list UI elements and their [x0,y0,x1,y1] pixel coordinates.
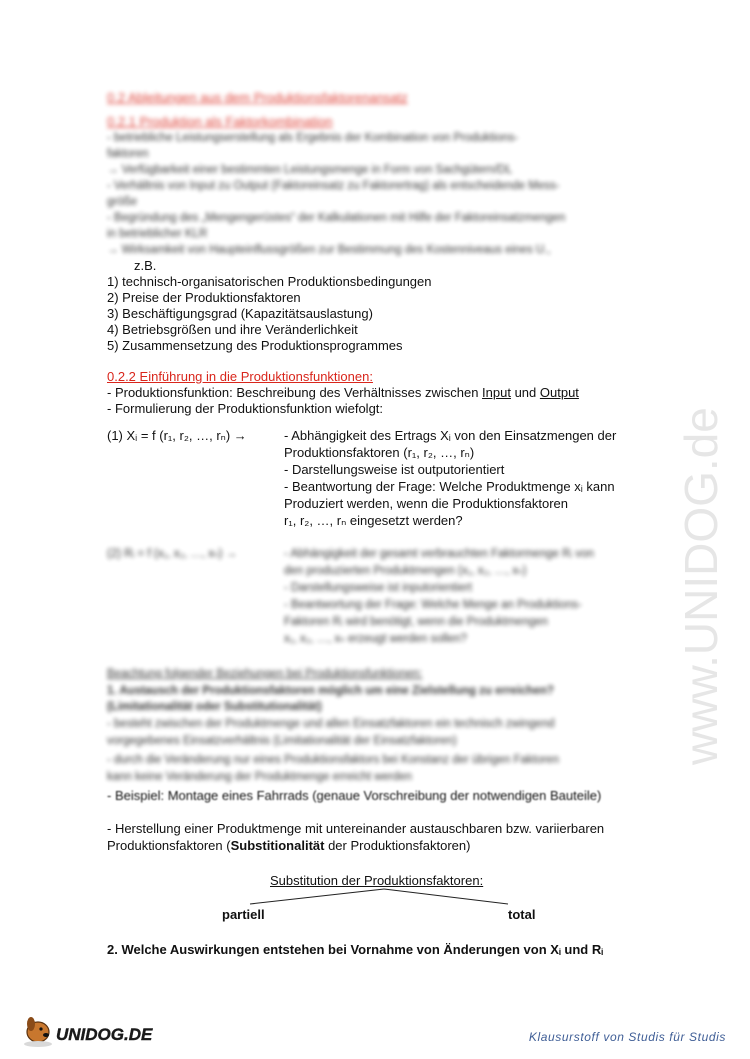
footer-tagline: Klausurstoff von Studis für Studis [528,1030,726,1044]
formula-2-desc: den produzierten Produktmengen (x₁, x₂, …, xₙ) [284,565,527,577]
formula-1-desc: Produziert werden, wenn die Produktionsfaktoren [284,496,568,511]
section-heading-021: 0.2.1 Produktion als Faktorkombination [107,114,333,129]
blurred-line: - durch die Veränderung nur eines Produktionsfaktors bei Konstanz der übrigen Faktoren [107,754,559,766]
formulation-line: - Formulierung der Produktionsfunktion wiefolgt: [107,401,384,416]
beispiel-line: - Beispiel: Montage eines Fahrrads (genaue Vorschreibung der notwendigen Bauteile) [107,788,602,803]
zb-label: z.B. [134,258,157,273]
diagram-total: total [508,907,536,922]
section-heading-022: 0.2.2 Einführung in die Produktionsfunktionen: [107,369,373,384]
numbered-item: 3) Beschäftigungsgrad (Kapazitätsauslastung) [107,306,373,321]
blurred-line: kann keine Veränderung der Produktmenge erreicht werden [107,771,412,783]
question-1: 1. Austausch der Produktionsfaktoren möglich um eine Zielstellung zu erreichen? [107,685,554,697]
numbered-item: 5) Zusammensetzung des Produktionsprogrammes [107,338,403,353]
input-word: Input [482,385,511,400]
formula-2-desc: x₁, x₂, …, xₙ erzeugt werden sollen? [284,633,467,645]
formula-2: (2) Rᵢ = f (x₁, x₂, …, xₙ) → [107,548,238,560]
watermark-text: www.UNIDOG.de [675,407,727,765]
formula-1-desc: r₁, r₂, …, rₙ eingesetzt werden? [284,513,463,528]
formula-1-desc: - Darstellungsweise ist outputorientiert [284,462,505,477]
definition-prefix: - Produktionsfunktion: Beschreibung des Verhältnisses zwischen [107,385,483,400]
blurred-line: - betriebliche Leistungserstellung als Ergebnis der Kombination von Produktions- [107,132,519,144]
output-word: Output [539,385,579,400]
relations-heading: Beachtung folgender Beziehungen bei Produktionsfunktionen: [107,668,423,680]
formula-1: (1) Xᵢ = f (r₁, r₂, …, rₙ) → [107,428,247,443]
formula-2-desc: - Darstellungsweise ist inputorientiert [284,582,472,594]
formula-1-desc: Produktionsfaktoren (r₁, r₂, …, rₙ) [284,445,475,460]
blurred-line: vorgegebenes Einsatzverhältnis (Limitationalität der Einsatzfaktoren) [107,735,457,747]
question-2: 2. Welche Auswirkungen entstehen bei Vornahme von Änderungen von Xᵢ und Rᵢ [107,942,604,957]
diagram-title: Substitution der Produktionsfaktoren: [270,873,484,888]
formula-2-desc: Faktoren Rᵢ wird benötigt, wenn die Produktmengen [284,616,548,628]
section-heading-02: 0.2 Ableitungen aus dem Produktionsfaktorenansatz [107,90,408,105]
substitution-line-1: - Herstellung einer Produktmenge mit untereinander austauschbaren bzw. variierbaren [107,821,605,836]
unidog-watermark [655,250,750,770]
blurred-line: → Verfügbarkeit einer bestimmten Leistungsmenge in Form von Sachgütern/DL [107,164,513,176]
logo-text: UNIDOG.DE [56,1025,153,1044]
blurred-line: - besteht zwischen der Produktmenge und allen Einsatzfaktoren ein technisch zwingend [107,718,555,730]
blurred-line: in betrieblicher KLR [107,228,208,240]
substitution-prefix: Produktionsfaktoren ( [107,838,231,853]
blurred-line: größe [107,196,138,208]
unidog-logo [22,1010,162,1050]
formula-1-desc: - Beantwortung der Frage: Welche Produktmenge xᵢ kann [284,479,615,494]
numbered-item: 2) Preise der Produktionsfaktoren [107,290,301,305]
blurred-line: - Verhältnis von Input zu Output (Faktoreinsatz zu Faktorertrag) als entscheidende Mess- [107,180,560,192]
diagram-partiell: partiell [222,907,265,922]
blurred-line: - Begründung des „Mengengerüstes“ der Kalkulationen mit Hilfe der Faktoreinsatzmengen [107,212,566,224]
formula-2-desc: - Abhängigkeit der gesamt verbrauchten Faktormenge Rᵢ von [284,548,594,560]
blurred-line: faktoren [107,148,149,160]
formula-1-desc: - Abhängigkeit des Ertrags Xᵢ von den Einsatzmengen der [284,428,617,443]
blurred-line: → Wirksamkeit von Haupteinflussgrößen zur Bestimmung des Kostenniveaus eines U., [107,244,551,256]
dog-logo-icon [22,1010,162,1050]
question-1-sub: (Limitationalität oder Substitutionalität) [107,701,322,713]
substitution-suffix: der Produktionsfaktoren) [324,838,471,853]
und-word: und [510,385,540,400]
numbered-item: 4) Betriebsgrößen und ihre Veränderlichkeit [107,322,358,337]
substitutionality-term: Substitionalität [230,838,325,853]
formula-2-desc: - Beantwortung der Frage: Welche Menge an Produktions- [284,599,582,611]
numbered-item: 1) technisch-organisatorischen Produktionsbedingungen [107,274,432,289]
